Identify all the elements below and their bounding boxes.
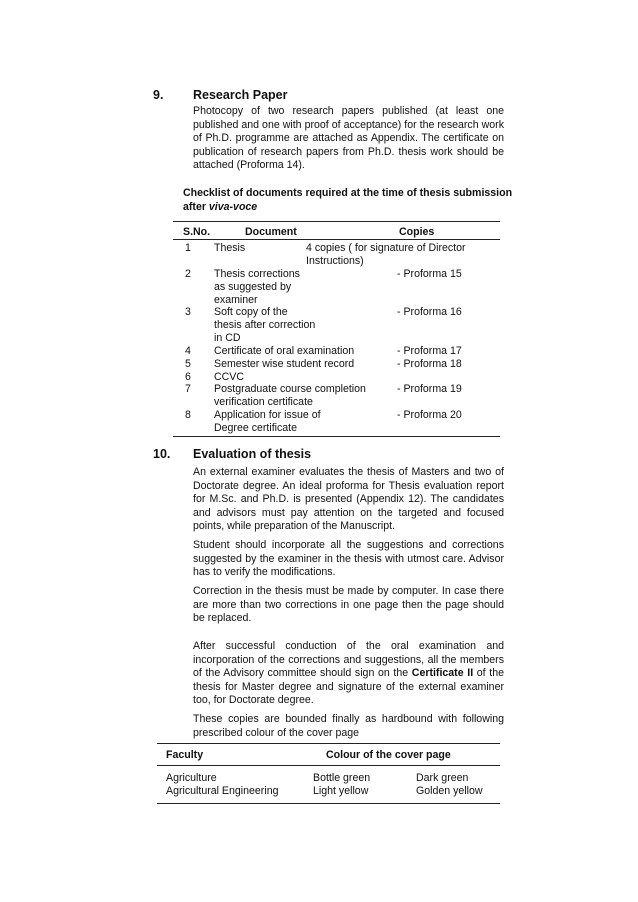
cover-faculty: Agricultural Engineering [166, 785, 279, 797]
row-sno: 8 [185, 409, 191, 421]
row-document: as suggested by [214, 281, 292, 293]
row-copies: - Proforma 20 [397, 409, 462, 421]
cover-colour-2: Dark green [416, 772, 469, 784]
cover-top-rule [157, 743, 500, 744]
section-10-paragraph-3: Correction in the thesis must be made by computer. In case there are more than two corrections in one page then the page should be replaced. [193, 585, 504, 625]
row-document: examiner [214, 294, 258, 306]
section-10-paragraph-2: Student should incorporate all the suggestions and corrections suggested by the examiner in the thesis with utmost care. Advisor has to verify the modifications. [193, 539, 504, 579]
section-10-paragraph-5: These copies are bounded finally as hardbound with following prescribed colour of the cover page [193, 713, 504, 739]
row-document: thesis after correction [214, 319, 316, 331]
row-document: Semester wise student record [214, 358, 355, 370]
row-copies: - Proforma 19 [397, 383, 462, 395]
row-document: Certificate of oral examination [214, 345, 355, 357]
row-sno: 3 [185, 306, 191, 318]
p4-text-after: of the thesis for Master degree and signature of the external examiner too, for Doctorate degree. [193, 667, 504, 707]
row-document: verification certificate [214, 396, 313, 408]
section-10-paragraph-4 [193, 640, 504, 708]
checklist-title-line-2 [183, 200, 512, 214]
section-9-title: Research Paper [193, 88, 288, 102]
row-sno: 4 [185, 345, 191, 357]
row-copies: - Proforma 17 [397, 345, 462, 357]
checklist-header-rule [173, 239, 500, 240]
row-sno: 5 [185, 358, 191, 370]
checklist-bottom-rule [173, 436, 500, 437]
row-document: Soft copy of the [214, 306, 288, 318]
row-copies: 4 copies ( for signature of Director [306, 242, 466, 254]
cover-colour-2: Golden yellow [416, 785, 483, 797]
row-document: CCVC [214, 371, 245, 383]
certificate-ii: Certificate II [411, 667, 474, 680]
row-sno: 7 [185, 383, 191, 395]
row-copies: - Proforma 18 [397, 358, 462, 370]
cover-colour-1: Light yellow [313, 785, 369, 797]
row-document: Thesis [214, 242, 246, 254]
cover-faculty: Agriculture [166, 772, 217, 784]
section-10-paragraph-1: An external examiner evaluates the thesis of Masters and two of Doctorate degree. An ideal proforma for Thesis evaluation report for M.Sc. and Ph.D. is presented (Appendix 12). The candidates and advisors must pay attention on the targeted and focused points, while preparation of the Manuscript. [193, 466, 504, 533]
row-document: Thesis corrections [214, 268, 300, 280]
row-document: in CD [214, 332, 241, 344]
cover-colour-1: Bottle green [313, 772, 371, 784]
cover-header-faculty: Faculty [166, 749, 204, 761]
row-document: Application for issue of [214, 409, 321, 421]
cover-header-rule [157, 765, 500, 766]
p4-text-before: After successful conduction of the oral examination and incorporation of the corrections and suggestions, all the members of the Advisory committee should sign on the [193, 640, 504, 680]
row-document: Postgraduate course completion [214, 383, 366, 395]
row-copies: Instructions) [306, 255, 364, 267]
row-copies: - Proforma 16 [397, 306, 462, 318]
checklist-title-line-1: Checklist of documents required at the time of thesis submission [183, 187, 513, 199]
row-sno: 2 [185, 268, 191, 280]
section-9-paragraph: Photocopy of two research papers published (at least one published and one with proof of acceptance) for the research work of Ph.D. programme are attached as Appendix. The certificate on publication of research papers from Ph.D. thesis work should be attached (Proforma 14). [193, 105, 504, 172]
row-sno: 6 [185, 371, 191, 383]
checklist-header-copies: Copies [399, 226, 435, 238]
checklist-header-document: Document [245, 226, 297, 238]
section-9-number: 9. [153, 88, 164, 102]
cover-bottom-rule [157, 803, 500, 804]
checklist-title-viva: viva-voce [208, 201, 258, 213]
row-copies: - Proforma 15 [397, 268, 462, 280]
checklist-title [183, 186, 512, 214]
cover-header-colour: Colour of the cover page [326, 749, 451, 761]
section-10-title: Evaluation of thesis [193, 447, 312, 461]
row-sno: 1 [185, 242, 191, 254]
checklist-title-after: after [183, 201, 209, 213]
checklist-header-sno: S.No. [183, 226, 211, 238]
row-document: Degree certificate [214, 422, 298, 434]
checklist-top-rule [173, 221, 500, 222]
section-10-number: 10. [153, 447, 171, 461]
